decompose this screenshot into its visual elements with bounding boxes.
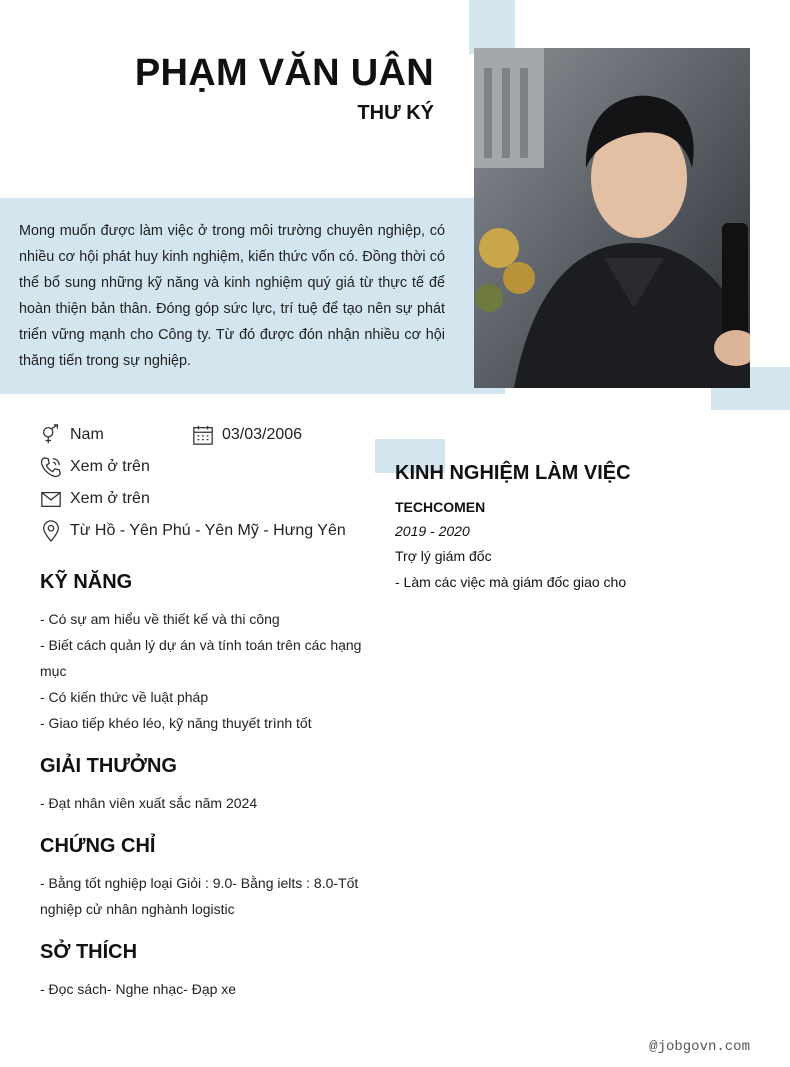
email-row	[40, 488, 150, 510]
list-item: - Đọc sách- Nghe nhạc- Đạp xe	[40, 981, 237, 997]
list-item: - Giao tiếp khéo léo, kỹ năng thuyết trình tốt	[40, 715, 312, 731]
experience-role: Trợ lý giám đốc	[395, 548, 492, 564]
hobbies-list	[40, 976, 365, 1002]
birthdate-row	[192, 424, 302, 446]
certificates-title: CHỨNG CHỈ	[40, 835, 156, 857]
location-pin-icon	[40, 520, 62, 542]
hobbies-title: SỞ THÍCH	[40, 941, 138, 963]
certificates-list	[40, 870, 365, 922]
profile-photo	[474, 48, 750, 388]
footer-watermark: @jobgovn.com	[649, 1039, 750, 1055]
gender-row	[40, 424, 104, 446]
experience-description: - Làm các việc mà giám đốc giao cho	[395, 574, 627, 590]
candidate-name: PHẠM VĂN UÂN	[134, 52, 434, 94]
email-value: Xem ở trên	[70, 490, 150, 507]
address-row	[40, 520, 346, 542]
gender-icon	[40, 424, 62, 446]
skills-list	[40, 606, 365, 736]
profile-photo-illustration	[474, 48, 750, 388]
list-item: - Có sự am hiểu về thiết kế và thi công	[40, 611, 280, 627]
awards-list	[40, 790, 365, 816]
list-item: - Đạt nhân viên xuất sắc năm 2024	[40, 795, 258, 811]
phone-icon	[40, 456, 62, 478]
decor-square-top	[469, 0, 515, 54]
list-item: - Có kiến thức về luật pháp	[40, 689, 209, 705]
calendar-icon	[192, 424, 214, 446]
list-item: - Biết cách quản lý dự án và tính toán trên các hạng mục	[40, 637, 362, 679]
phone-value: Xem ở trên	[70, 458, 150, 475]
skills-title: KỸ NĂNG	[40, 571, 133, 593]
birthdate-value: 03/03/2006	[222, 426, 303, 443]
job-title: THƯ KÝ	[357, 102, 434, 124]
address-value: Từ Hồ - Yên Phú - Yên Mỹ - Hưng Yên	[70, 522, 346, 539]
awards-title: GIẢI THƯỞNG	[40, 755, 177, 777]
phone-row	[40, 456, 150, 478]
experience-period: 2019 - 2020	[395, 523, 470, 539]
experience-title: KINH NGHIỆM LÀM VIỆC	[395, 462, 631, 484]
gender-value: Nam	[70, 426, 104, 443]
mail-icon	[40, 488, 62, 510]
career-objective: Mong muốn được làm việc ở trong môi trường chuyên nghiệp, có nhiều cơ hội phát huy kinh nghiệm, kiến thức vốn có. Đồng thời có thể bổ sung những kỹ năng và kinh nghiệm quý giá từ thực tế để hoàn thiện bản thân. Đóng góp sức lực, trí tuệ để tạo nên sự phát triển vững mạnh cho Công ty. Từ đó được đón nhận nhiều cơ hội thăng tiến trong sự nghiệp.	[19, 223, 445, 369]
list-item: - Bằng tốt nghiệp loại Giỏi : 9.0- Bằng ielts : 8.0-Tốt nghiệp cử nhân nghành logistic	[40, 875, 359, 917]
experience-company: TECHCOMEN	[395, 499, 486, 515]
